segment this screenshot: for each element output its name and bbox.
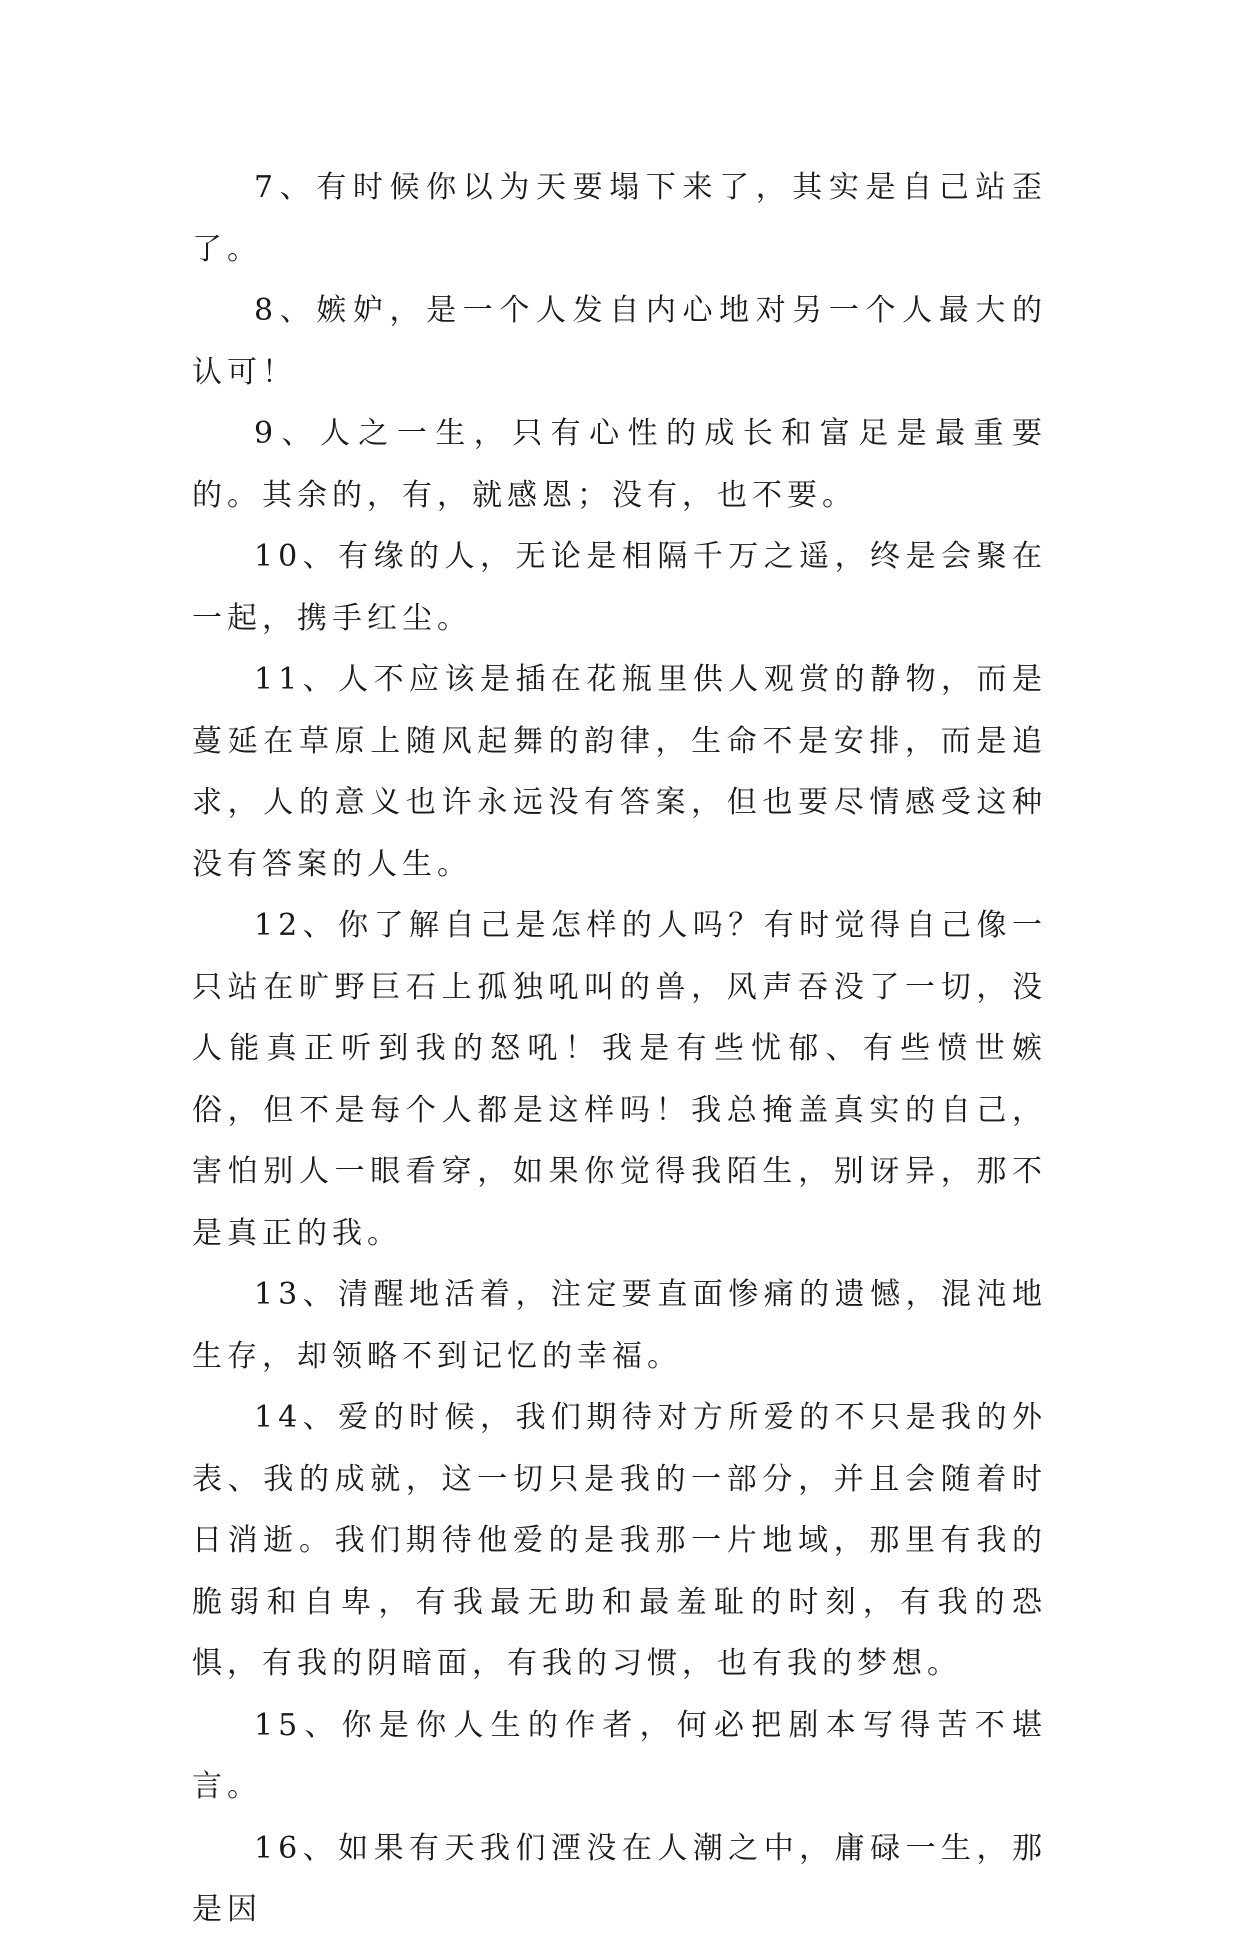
paragraph-10: 10、有缘的人，无论是相隔千万之遥，终是会聚在一起，携手红尘。 [192, 539, 1047, 636]
paragraph-7: 7、有时候你以为天要塌下来了，其实是自己站歪了。 [192, 170, 1047, 267]
paragraph-11: 11、人不应该是插在花瓶里供人观赏的静物，而是蔓延在草原上随风起舞的韵律，生命不是安排，而是追求，人的意义也许永远没有答案，但也要尽情感受这种没有答案的人生。 [192, 662, 1047, 882]
document-body [192, 157, 1047, 1941]
paragraph-12: 12、你了解自己是怎样的人吗？有时觉得自己像一只站在旷野巨石上孤独吼叫的兽，风声吞没了一切，没人能真正听到我的怒吼！我是有些忧郁、有些愤世嫉俗，但不是每个人都是这样吗！我总掩盖真实的自己，害怕别人一眼看穿，如果你觉得我陌生，别讶异，那不是真正的我。 [192, 908, 1047, 1251]
paragraph-15: 15、你是你人生的作者，何必把剧本写得苦不堪言。 [192, 1707, 1047, 1804]
paragraph-8: 8、嫉妒，是一个人发自内心地对另一个人最大的认可！ [192, 293, 1047, 390]
paragraph-14: 14、爱的时候，我们期待对方所爱的不只是我的外表、我的成就，这一切只是我的一部分，并且会随着时日消逝。我们期待他爱的是我那一片地域，那里有我的脆弱和自卑，有我最无助和最羞耻的时刻，有我的恐惧，有我的阴暗面，有我的习惯，也有我的梦想。 [192, 1400, 1047, 1681]
paragraph-9: 9、人之一生，只有心性的成长和富足是最重要的。其余的，有，就感恩；没有，也不要。 [192, 416, 1047, 513]
paragraph-16: 16、如果有天我们湮没在人潮之中，庸碌一生，那是因 [192, 1830, 1047, 1927]
paragraph-13: 13、清醒地活着，注定要直面惨痛的遗憾，混沌地生存，却领略不到记忆的幸福。 [192, 1277, 1047, 1374]
